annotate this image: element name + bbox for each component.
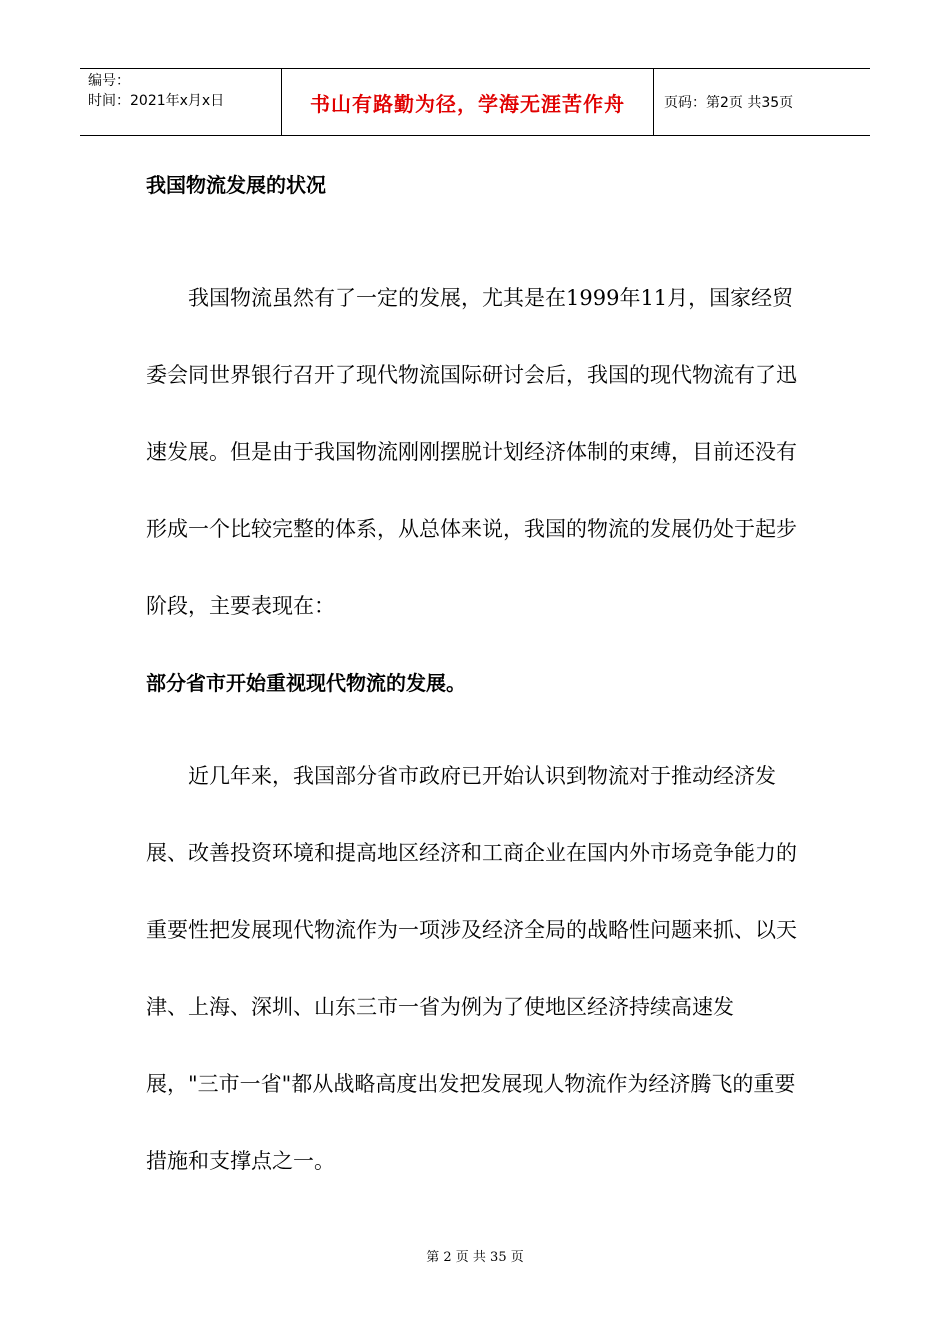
date-label: 时间：2021年x月x日 [88,93,225,109]
header-motto: 书山有路勤为径，学海无涯苦作舟 [282,69,654,135]
document-body [146,160,806,1200]
number-label: 编号： [88,73,130,89]
header-meta [80,69,282,135]
section-heading-2: 部分省市开始重视现代物流的发展。 [146,671,466,695]
section-heading-1: 我国物流发展的状况 [146,173,326,197]
header-page-info: 页码：第2页 共35页 [664,95,794,111]
section-paragraph-1: 我国物流虽然有了一定的发展，尤其是在1999年11月，国家经贸委会同世界银行召开了现代物流国际研讨会后，我国的现代物流有了迅速发展。但是由于我国物流刚刚摆脱计划经济体制的束缚，目前还没有形成一个比较完整的体系，从总体来说，我国的物流的发展仍处于起步阶段，主要表现在： [146,286,797,618]
page-header [80,68,870,136]
page-footer: 第 2 页 共 35 页 [426,1250,524,1265]
section-paragraph-2: 近几年来，我国部分省市政府已开始认识到物流对于推动经济发展、改善投资环境和提高地区经济和工商企业在国内外市场竞争能力的重要性把发展现代物流作为一项涉及经济全局的战略性问题来抓、以天津、上海、深圳、山东三市一省为例为了使地区经济持续高速发展，"三市一省"都从战略高度出发把发展现人物流作为经济腾飞的重要措施和支撑点之一。 [146,764,797,1173]
